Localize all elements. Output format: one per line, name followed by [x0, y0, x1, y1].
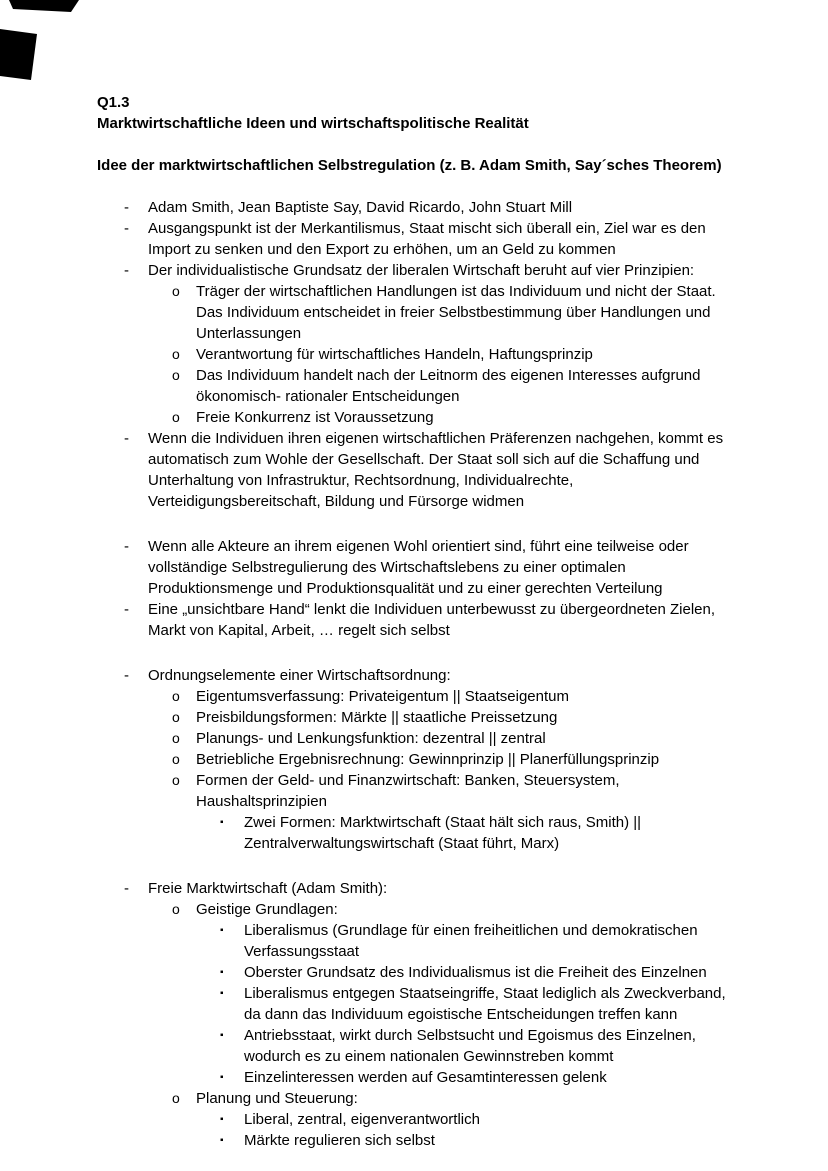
- list-item: [97, 344, 742, 365]
- list-item-text: Preisbildungsformen: Märkte || staatliche Preissetzung: [196, 709, 558, 726]
- bullet-marker: ▪: [220, 967, 224, 978]
- list-item-text: Märkte regulieren sich selbst: [244, 1132, 435, 1149]
- bullet-marker: -: [124, 220, 129, 237]
- scan-artifact-left-block: [0, 29, 37, 80]
- list-item: [97, 1130, 742, 1151]
- list-item: [97, 665, 742, 686]
- bullet-marker: ▪: [220, 925, 224, 936]
- list-item-text: Wenn alle Akteure an ihrem eigenen Wohl orientiert sind, führt eine teilweise oder vollständige Selbstregulierung des Wirtschaftslebens zu einer optimalen Produktionsmenge und Produktionsqualität und zu einer gerechten Verteilung: [148, 538, 689, 597]
- bullet-marker: o: [172, 709, 180, 725]
- list-item-text: Liberalismus entgegen Staatseingriffe, Staat lediglich als Zweckverband, da dann das Individuum egoistische Entscheidungen treffen kann: [244, 985, 726, 1023]
- document-page: [97, 92, 742, 1151]
- scan-artifact-top-sliver: [9, 0, 79, 12]
- list-item: [97, 770, 742, 812]
- list-item: [97, 1025, 742, 1067]
- list-item-text: Eigentumsverfassung: Privateigentum || Staatseigentum: [196, 688, 569, 705]
- bullet-marker: o: [172, 730, 180, 746]
- bullet-list: [97, 197, 742, 1151]
- bullet-marker: o: [172, 367, 180, 383]
- bullet-marker: -: [124, 601, 129, 618]
- list-item-text: Der individualistische Grundsatz der liberalen Wirtschaft beruht auf vier Prinzipien:: [148, 262, 695, 279]
- list-item: [97, 920, 742, 962]
- list-item-text: Das Individuum handelt nach der Leitnorm des eigenen Interesses aufgrund ökonomisch- rationaler Entscheidungen: [196, 367, 701, 405]
- list-item-text: Verantwortung für wirtschaftliches Handeln, Haftungsprinzip: [196, 346, 593, 363]
- bullet-marker: -: [124, 262, 129, 279]
- list-item-text: Freie Konkurrenz ist Voraussetzung: [196, 409, 434, 426]
- list-item: [97, 1109, 742, 1130]
- list-item: [97, 707, 742, 728]
- list-item: [97, 878, 742, 899]
- bullet-marker: o: [172, 772, 180, 788]
- list-item: [97, 281, 742, 344]
- bullet-marker: ▪: [220, 817, 224, 828]
- bullet-marker: o: [172, 751, 180, 767]
- list-item-text: Formen der Geld- und Finanzwirtschaft: Banken, Steuersystem, Haushaltsprinzipien: [196, 772, 620, 810]
- list-item: [97, 962, 742, 983]
- bullet-marker: -: [124, 430, 129, 447]
- bullet-marker: o: [172, 901, 180, 917]
- list-item: [97, 218, 742, 260]
- list-item-text: Betriebliche Ergebnisrechnung: Gewinnprinzip || Planerfüllungsprinzip: [196, 751, 660, 768]
- bullet-marker: o: [172, 1090, 180, 1106]
- list-item-text: Ordnungselemente einer Wirtschaftsordnung:: [148, 667, 451, 684]
- list-item-text: Liberal, zentral, eigenverantwortlich: [244, 1111, 480, 1128]
- list-item: [97, 536, 742, 599]
- list-item-text: Einzelinteressen werden auf Gesamtinteressen gelenk: [244, 1069, 607, 1086]
- bullet-marker: o: [172, 409, 180, 425]
- list-item: [97, 407, 742, 428]
- list-item-text: Eine „unsichtbare Hand“ lenkt die Individuen unterbewusst zu übergeordneten Zielen, Markt von Kapital, Arbeit, … regelt sich selbst: [148, 601, 716, 639]
- list-item: [97, 1067, 742, 1088]
- scan-corner-artifact: [0, 0, 100, 90]
- bullet-marker: ▪: [220, 988, 224, 999]
- list-item-text: Ausgangspunkt ist der Merkantilismus, Staat mischt sich überall ein, Ziel war es den Import zu senken und den Export zu erhöhen, um an Geld zu kommen: [148, 220, 706, 258]
- list-item: [97, 365, 742, 407]
- bullet-marker: ▪: [220, 1135, 224, 1146]
- list-item: [97, 899, 742, 920]
- bullet-marker: -: [124, 667, 129, 684]
- list-item-text: Zwei Formen: Marktwirtschaft (Staat hält sich raus, Smith) || Zentralverwaltungswirtschaft (Staat führt, Marx): [244, 814, 642, 852]
- page-code: Q1.3: [97, 94, 130, 111]
- list-item: [97, 599, 742, 641]
- list-item: [97, 197, 742, 218]
- list-item: [97, 686, 742, 707]
- list-item-text: Träger der wirtschaftlichen Handlungen ist das Individuum und nicht der Staat. Das Individuum entscheidet in freier Selbstbestimmung über Handlungen und Unterlassungen: [196, 283, 716, 342]
- list-item: [97, 749, 742, 770]
- section-heading: Idee der marktwirtschaftlichen Selbstregulation (z. B. Adam Smith, Say´sches Theorem): [97, 157, 722, 174]
- bullet-marker: o: [172, 283, 180, 299]
- list-item-text: Liberalismus (Grundlage für einen freiheitlichen und demokratischen Verfassungsstaat: [244, 922, 698, 960]
- list-item-text: Geistige Grundlagen:: [196, 901, 338, 918]
- list-item: [97, 983, 742, 1025]
- list-item: [97, 728, 742, 749]
- list-item: [97, 428, 742, 512]
- list-item-text: Oberster Grundsatz des Individualismus ist die Freiheit des Einzelnen: [244, 964, 707, 981]
- bullet-marker: ▪: [220, 1030, 224, 1041]
- list-item: [97, 1088, 742, 1109]
- bullet-marker: o: [172, 688, 180, 704]
- list-item-text: Wenn die Individuen ihren eigenen wirtschaftlichen Präferenzen nachgehen, kommt es automatisch zum Wohle der Gesellschaft. Der Staat soll sich auf die Schaffung und Unterhaltung von Infrastruktur, Rechtsordnung, Individualrechte, Verteidigungsbereitschaft, Bildung und Fürsorge widmen: [148, 430, 724, 510]
- list-item: [97, 812, 742, 854]
- bullet-marker: o: [172, 346, 180, 362]
- list-item-text: Freie Marktwirtschaft (Adam Smith):: [148, 880, 388, 897]
- bullet-marker: ▪: [220, 1072, 224, 1083]
- list-item-text: Planung und Steuerung:: [196, 1090, 358, 1107]
- list-item-text: Planungs- und Lenkungsfunktion: dezentral || zentral: [196, 730, 546, 747]
- bullet-marker: -: [124, 538, 129, 555]
- page-title: Marktwirtschaftliche Ideen und wirtschaftspolitische Realität: [97, 115, 529, 132]
- list-item-text: Adam Smith, Jean Baptiste Say, David Ricardo, John Stuart Mill: [148, 199, 573, 216]
- bullet-marker: ▪: [220, 1114, 224, 1125]
- list-item-text: Antriebsstaat, wirkt durch Selbstsucht und Egoismus des Einzelnen, wodurch es zu einem nationalen Gewinnstreben kommt: [244, 1027, 696, 1065]
- list-item: [97, 260, 742, 281]
- bullet-marker: -: [124, 199, 129, 216]
- bullet-marker: -: [124, 880, 129, 897]
